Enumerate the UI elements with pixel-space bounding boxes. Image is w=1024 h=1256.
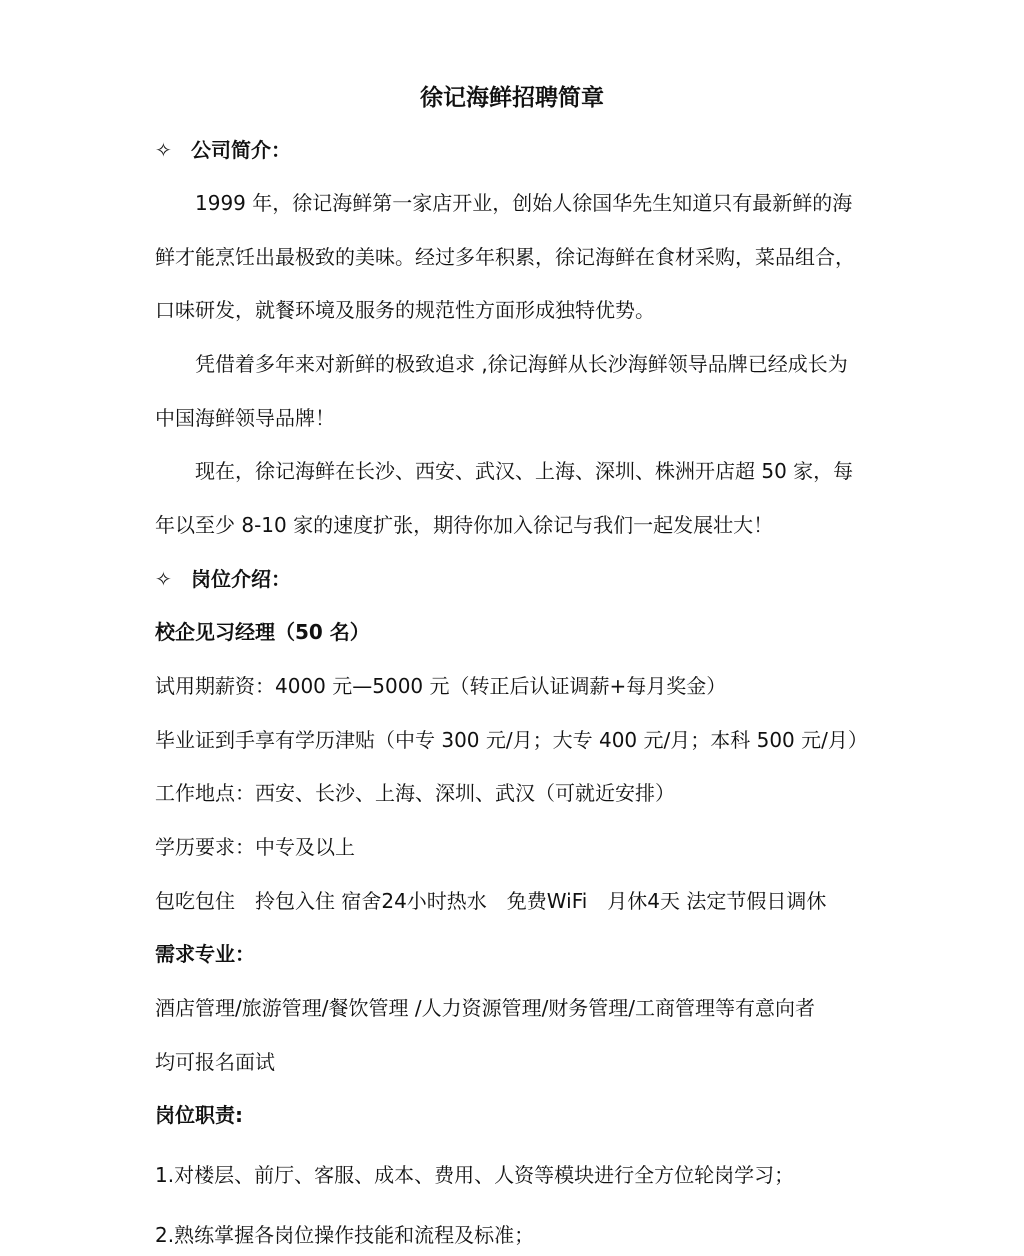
duty-item: 2.熟练掌握各岗位操作技能和流程及标准； <box>155 1223 535 1247</box>
paragraph-line: 现在，徐记海鲜在长沙、西安、武汉、上海、深圳、株洲开店超 50 家，每 <box>195 459 854 483</box>
page-title: 徐记海鲜招聘简章 <box>420 85 604 111</box>
section-heading-company <box>155 136 875 164</box>
section-heading-text: 岗位介绍： <box>191 567 291 591</box>
section-heading-position <box>155 565 875 593</box>
job-detail-allowance: 毕业证到手享有学历津贴（中专 300 元/月；大专 400 元/月；本科 500 元/月） <box>155 728 868 752</box>
job-title: 校企见习经理（50 名） <box>155 620 370 644</box>
paragraph-line: 1999 年，徐记海鲜第一家店开业，创始人徐国华先生知道只有最新鲜的海 <box>195 191 853 215</box>
majors-line: 酒店管理/旅游管理/餐饮管理 /人力资源管理/财务管理/工商管理等有意向者 <box>155 996 816 1020</box>
job-detail-benefits: 包吃包住 拎包入住 宿舍24小时热水 免费WiFi 月休4天 法定节假日调休 <box>155 889 827 913</box>
diamond-star-icon: ✧ <box>155 138 172 162</box>
majors-heading: 需求专业： <box>155 942 255 966</box>
section-heading-text: 公司简介： <box>191 138 291 162</box>
paragraph-line: 鲜才能烹饪出最极致的美味。经过多年积累，徐记海鲜在食材采购，菜品组合， <box>155 245 855 269</box>
job-detail-location: 工作地点：西安、长沙、上海、深圳、武汉（可就近安排） <box>155 781 675 805</box>
duties-heading: 岗位职责: <box>155 1103 243 1127</box>
majors-line: 均可报名面试 <box>155 1050 275 1074</box>
job-detail-education: 学历要求：中专及以上 <box>155 835 355 859</box>
duty-item: 1.对楼层、前厅、客服、成本、费用、人资等模块进行全方位轮岗学习； <box>155 1163 795 1187</box>
paragraph-line: 凭借着多年来对新鲜的极致追求 ,徐记海鲜从长沙海鲜领导品牌已经成长为 <box>195 352 848 376</box>
paragraph-line: 年以至少 8-10 家的速度扩张，期待你加入徐记与我们一起发展壮大！ <box>155 513 774 537</box>
paragraph-line: 口味研发，就餐环境及服务的规范性方面形成独特优势。 <box>155 298 655 322</box>
diamond-star-icon: ✧ <box>155 567 172 591</box>
job-detail-salary: 试用期薪资：4000 元—5000 元（转正后认证调薪+每月奖金） <box>155 674 727 698</box>
paragraph-line: 中国海鲜领导品牌！ <box>155 406 335 430</box>
